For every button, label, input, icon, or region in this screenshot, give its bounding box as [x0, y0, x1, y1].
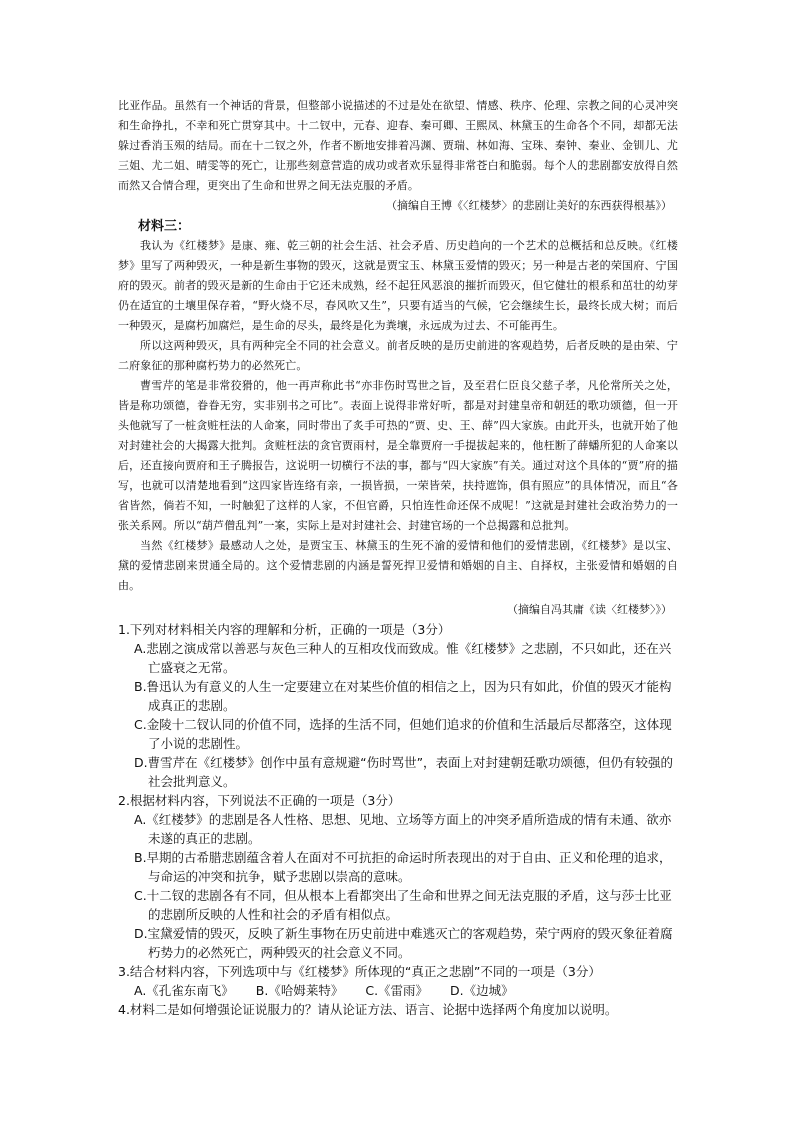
material3-paragraph: 曹雪芹的笔是非常狡猾的，他一再声称此书“亦非伤时骂世之旨，及至君仁臣良父慈子孝，凡伦常所关之处，皆是称功颂德，眷眷无穷，实非别书之可比”。表面上说得非常好听，都是对封建皇帝和朝廷的歌功颂德，但一开头他就写了一桩贪赃枉法的人命案，同时带出了炙手可热的“贾、史、王、薛”四大家族。由此开头，也就开始了他对封建社会的大揭露大批判。贪赃枉法的贪官贾雨村，是全靠贾府一手提拔起来的，他枉断了薛蟠所犯的人命案以后，还直接向贾府和王子腾报告，这说明一切横行不法的事，都与“四大家族”有关。通过对这个具体的“贾”府的描写，也就可以清楚地看到“这四家皆连络有亲，一损皆损，一荣皆荣，扶持遮饰，俱有照应”的具体情况，而且“各省皆然，倘若不知，一时触犯了这样的人家，不但官爵，只怕连性命还保不成呢！”这就是封建社会政治势力的一张关系网。所以“葫芦僧乱判”一案，实际上是对封建社会、封建官场的一个总揭露和总批判。: [118, 379, 678, 532]
material3-paragraph: 我认为《红楼梦》是康、雍、乾三朝的社会生活、社会矛盾、历史趋向的一个艺术的总概括和总反映。《红楼梦》里写了两种毁灭，一种是新生事物的毁灭，这就是贾宝玉、林黛玉爱情的毁灭；另一种是古老的荣国府、宁国府的毁灭。前者的毁灭是新的生命由于它还未成熟，经不起狂风恶浪的摧折而毁灭，但它健壮的根系和茁壮的幼芽仍在适宜的土壤里保存着，“野火烧不尽，春风吹又生”，只要有适当的气候，它会继续生长，最终长成大树；而后一种毁灭，是腐朽加腐烂，是生命的尽头，最终是化为粪壤，永远成为过去、不可能再生。: [118, 239, 678, 332]
question-stem: 2.根据材料内容，下列说法不正确的一项是（3分）: [118, 793, 401, 808]
question-stem: 3.结合材料内容，下列选项中与《红楼梦》所体现的“真正之悲剧”不同的一项是（3分）: [118, 964, 601, 979]
material2-tail-paragraph: 比亚作品。虽然有一个神话的背景，但整部小说描述的不过是处在欲望、情感、秩序、伦理、宗教之间的心灵冲突和生命挣扎，不幸和死亡贯穿其中。十二钗中，元春、迎春、秦可卿、王熙凤、林黛玉的生命各个不同，却都无法躲过香消玉殒的结局。而在十二钗之外，作者不断地安排着冯渊、贾瑞、林如海、宝珠、秦钟、秦业、金钏儿、尤三姐、尤二姐、晴雯等的死亡，让那些刻意营造的成功或者欢乐显得非常苍白和脆弱。每个人的悲剧都安放得自然而然又合情合理，更突出了生命和世界之间无法克服的矛盾。: [118, 99, 678, 192]
option-d: D.曹雪芹在《红楼梦》创作中虽有意规避“伤时骂世”，表面上对封建朝廷歌功颂德，但仍有较强的社会批判意义。: [134, 755, 674, 789]
option-a: A.《红楼梦》的悲剧是各人性格、思想、见地、立场等方面上的冲突矛盾所造成的情有未通、欲亦未遂的真正的悲剧。: [134, 812, 672, 846]
option-row: [134, 981, 678, 1000]
material3-paragraph: 所以这两种毁灭，具有两种完全不同的社会意义。前者反映的是历史前进的客观趋势，后者反映的是由荣、宁二府象征的那种腐朽势力的必然死亡。: [118, 339, 678, 372]
option-d: D.《边城》: [450, 983, 514, 998]
option-c: C.金陵十二钗认同的价值不同，选择的生活不同，但她们追求的价值和生活最后尽都落空，这体现了小说的悲剧性。: [134, 717, 672, 751]
option-c: C.《雷雨》: [365, 983, 429, 998]
question-stem: 1.下列对材料相关内容的理解和分析，正确的一项是（3分）: [118, 622, 451, 637]
document-page: [118, 96, 678, 1019]
question-4: [118, 1000, 678, 1019]
option-a: A.悲剧之演成常以善恶与灰色三种人的互相攻伐而致成。惟《红楼梦》之悲剧，不只如此，还在兴亡盛衰之无常。: [134, 641, 672, 675]
option-c: C.十二钗的悲剧各有不同，但从根本上看都突出了生命和世界之间无法克服的矛盾，这与莎士比亚的悲剧所反映的人性和社会的矛盾有相似点。: [134, 888, 672, 922]
material3-heading: 材料三：: [138, 219, 191, 234]
option-b: B.《哈姆莱特》: [255, 983, 344, 998]
option-b: B.早期的古希腊悲剧蕴含着人在面对不可抗拒的命运时所表现出的对于自由、正义和伦理的追求，与命运的冲突和抗争，赋予悲剧以崇高的意味。: [134, 850, 672, 884]
question-3: [118, 962, 678, 1000]
material3-paragraph: 当然《红楼梦》最感动人之处，是贾宝玉、林黛玉的生死不渝的爱情和他们的爱情悲剧，《红楼梦》是以宝、黛的爱情悲剧来贯通全局的。这个爱情悲剧的内涵是誓死捍卫爱情和婚姻的自主、自择权，主张爱情和婚姻的自由。: [118, 539, 678, 592]
question-2: [118, 791, 678, 962]
material2-source: （摘编自王博《〈红楼梦〉的悲剧让美好的东西获得根基》）: [386, 199, 672, 212]
option-d: D.宝黛爱情的毁灭，反映了新生事物在历史前进中难逃灭亡的客观趋势，荣宁两府的毁灭象征着腐朽势力的必然死亡，两种毁灭的社会意义不同。: [134, 926, 673, 960]
option-a: A.《孔雀东南飞》: [134, 983, 234, 998]
question-1: [118, 620, 678, 791]
question-stem: 4.材料二是如何增强论证说服力的？请从论证方法、语言、论据中选择两个角度加以说明。: [118, 1002, 618, 1017]
option-b: B.鲁迅认为有意义的人生一定要建立在对某些价值的相信之上，因为只有如此，价值的毁灭才能构成真正的悲剧。: [134, 679, 672, 713]
material3-source: （摘编自冯其庸《读〈红楼梦〉》）: [507, 603, 672, 616]
